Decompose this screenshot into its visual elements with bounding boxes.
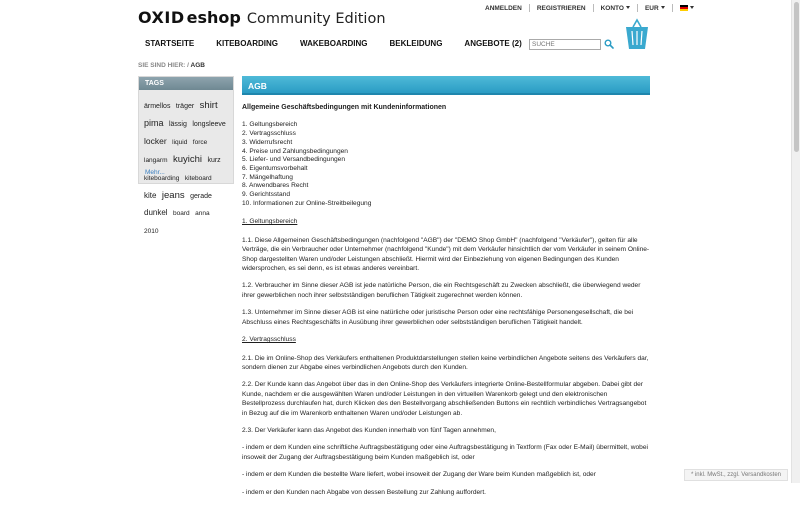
currency-label: EUR	[644, 4, 659, 12]
toc-item: 8. Anwendbares Recht	[242, 182, 309, 190]
tag-link[interactable]: kiteboarding	[144, 174, 180, 182]
breadcrumb-current: AGB	[190, 62, 205, 69]
toc-item: 4. Preise und Zahlungsbedingungen	[242, 147, 348, 155]
vat-note: * inkl. MwSt., zzgl. Versandkosten	[684, 469, 788, 481]
toc-item: 9. Gerichtsstand	[242, 191, 291, 199]
paragraph: - indem er dem Kunden die bestellte Ware liefert, wobei insoweit der Zugang der Ware beim Kunden maßgeblich ist, oder	[242, 471, 596, 479]
page-title: AGB	[242, 76, 650, 95]
search-input[interactable]	[529, 39, 601, 50]
nav-item-kiteboarding[interactable]: KITEBOARDING	[216, 39, 278, 48]
paragraph: 2.2. Der Kunde kann das Angebot über das in den Online-Shop des Verkäufers integrierte Online-Bestellformular abgeben. Dabei gibt der Kunde, nachdem er die ausgewählten Waren und/oder Leistungen in den virtuellen Warenkorb gelegt und den elektronischen Bestellprozess durchlaufen hat, durch Klicken des den Bestellvorgang abschließenden Buttons ein rechtlich verbindliches Vertragsangebot in Bezug auf die im Warenkorb enthaltenen Waren und/oder Leistungen ab.	[242, 381, 647, 417]
service-menu	[478, 4, 701, 12]
tag-link[interactable]: force	[192, 138, 208, 146]
tags-title: TAGS	[139, 77, 233, 90]
paragraph: 2.3. Der Verkäufer kann das Angebot des Kunden innerhalb von fünf Tagen annehmen,	[242, 426, 496, 434]
toc-item: 10. Informationen zur Online-Streitbeilegung	[242, 199, 372, 207]
main-navigation	[145, 39, 589, 48]
paragraph: 1.3. Unternehmer im Sinne dieser AGB ist eine natürliche oder juristische Person oder eine rechtsfähige Personengesellschaft, die bei Abschluss eines Rechtsgeschäfts in Ausübung ihrer gewerblichen oder selbstständigen beruflichen Tätigkeit handelt.	[242, 309, 634, 326]
tag-link[interactable]: dunkel	[144, 208, 168, 218]
logo-eshop: eshop	[186, 8, 241, 27]
chevron-down-icon	[690, 6, 694, 9]
shop-logo[interactable]	[138, 8, 386, 27]
agb-document	[242, 95, 650, 497]
nav-item-wakeboarding[interactable]: WAKEBOARDING	[299, 39, 368, 48]
paragraph: - indem er dem Kunden eine schriftliche Auftragsbestätigung oder eine Auftragsbestätigung in Textform (Fax oder E-Mail) übermittelt, wobei insoweit der Zugang der Auftragsbestätigung beim Kunden maßgeblich ist, oder	[242, 444, 648, 461]
paragraph: 1.2. Verbraucher im Sinne dieser AGB ist jede natürliche Person, die ein Rechtsgeschäft zu Zwecken abschließt, die überwiegend weder ihrer gewerblichen noch ihrer selbstständigen beruflichen Tätigkeit zugerechnet werden können.	[242, 282, 641, 299]
tag-cloud	[139, 90, 233, 238]
tags-box	[138, 76, 234, 236]
language-dropdown[interactable]	[673, 5, 701, 12]
toc-item: 7. Mängelhaftung	[242, 173, 293, 181]
tags-more-link[interactable]: Mehr...	[145, 169, 165, 176]
toc-item: 1. Geltungsbereich	[242, 121, 298, 129]
breadcrumb-prefix: SIE SIND HIER:	[138, 62, 186, 69]
login-link[interactable]: ANMELDEN	[485, 4, 522, 12]
account-dropdown[interactable]	[594, 5, 637, 12]
scrollbar-thumb[interactable]	[794, 2, 799, 152]
logo-edition: Community Edition	[246, 11, 386, 27]
nav-item-startseite[interactable]: STARTSEITE	[145, 39, 195, 48]
chevron-down-icon	[626, 6, 630, 9]
nav-item-bekleidung[interactable]: BEKLEIDUNG	[389, 39, 443, 48]
section-heading: 2. Vertragsschluss	[242, 336, 296, 344]
tag-link[interactable]: kite	[144, 190, 157, 200]
tag-link[interactable]: ärmellos	[144, 103, 171, 110]
nav-item-angebote[interactable]: ANGEBOTE (2)	[464, 39, 522, 48]
table-of-contents	[242, 121, 650, 208]
chevron-down-icon	[661, 6, 665, 9]
shopping-basket-icon[interactable]	[624, 17, 650, 51]
tag-link[interactable]: träger	[175, 103, 195, 110]
currency-dropdown[interactable]	[638, 5, 672, 12]
tag-link[interactable]: pima	[144, 117, 164, 128]
tag-link[interactable]: kuyichi	[172, 153, 202, 165]
page-scrollbar[interactable]	[791, 0, 800, 483]
logo-oxid: OXID	[138, 8, 185, 27]
tag-link[interactable]: locker	[144, 135, 167, 146]
paragraph: 2.1. Die im Online-Shop des Verkäufers enthaltenen Produktdarstellungen stellen keine verbindlichen Angebote seitens des Verkäufers dar, sondern dienen zur Abgabe eines verbindlichen Angebots durch den Kunden.	[242, 354, 649, 371]
tag-link[interactable]: shirt	[199, 100, 218, 111]
breadcrumb	[138, 62, 205, 69]
tag-link[interactable]: gerade	[190, 192, 212, 200]
search-icon[interactable]	[604, 39, 614, 49]
toc-item: 2. Vertragsschluss	[242, 130, 296, 138]
section-heading: 1. Geltungsbereich	[242, 218, 298, 226]
tag-link[interactable]: jeans	[161, 189, 185, 201]
content-area	[242, 76, 650, 505]
toc-item: 6. Eigentumsvorbehalt	[242, 164, 308, 172]
toc-item: 5. Liefer- und Versandbedingungen	[242, 156, 346, 164]
document-title: Allgemeine Geschäftsbedingungen mit Kundeninformationen	[242, 104, 447, 111]
paragraph: - indem er den Kunden nach Abgabe von dessen Bestellung zur Zahlung auffordert.	[242, 488, 487, 496]
breadcrumb-separator: /	[187, 62, 189, 69]
tag-link[interactable]: longsleeve	[192, 120, 226, 128]
tag-link[interactable]: kiteboard	[184, 174, 212, 182]
tag-link[interactable]: anna	[195, 210, 210, 218]
paragraph: 1.1. Diese Allgemeinen Geschäftsbedingungen (nachfolgend "AGB") der "DEMO Shop GmbH" (nachfolgend "Verkäufer"), gelten für alle Verträge, die ein Verbraucher oder Unternehmer (nachfolgend "Kunde") mit dem Verkäufer hinsichtlich der vom Verkäufer in seinem Online-Shop dargestellten Waren und/oder Leistungen abschließt. Hiermit wird der Einbeziehung von eigenen Bedingungen des Kunden widersprochen, es sei denn, es ist etwas anderes vereinbart.	[242, 236, 650, 273]
tag-link[interactable]: lässig	[168, 120, 187, 128]
german-flag-icon	[680, 5, 688, 11]
tag-link[interactable]: board	[173, 210, 190, 218]
tag-link[interactable]: liquid	[172, 138, 188, 146]
tag-link[interactable]: kurz	[207, 156, 221, 164]
toc-item: 3. Widerrufsrecht	[242, 138, 293, 146]
register-link[interactable]: REGISTRIEREN	[536, 4, 586, 12]
tag-link[interactable]: langarm	[144, 156, 168, 164]
account-label: KONTO	[600, 4, 624, 12]
tag-link[interactable]: 2010	[144, 228, 159, 236]
